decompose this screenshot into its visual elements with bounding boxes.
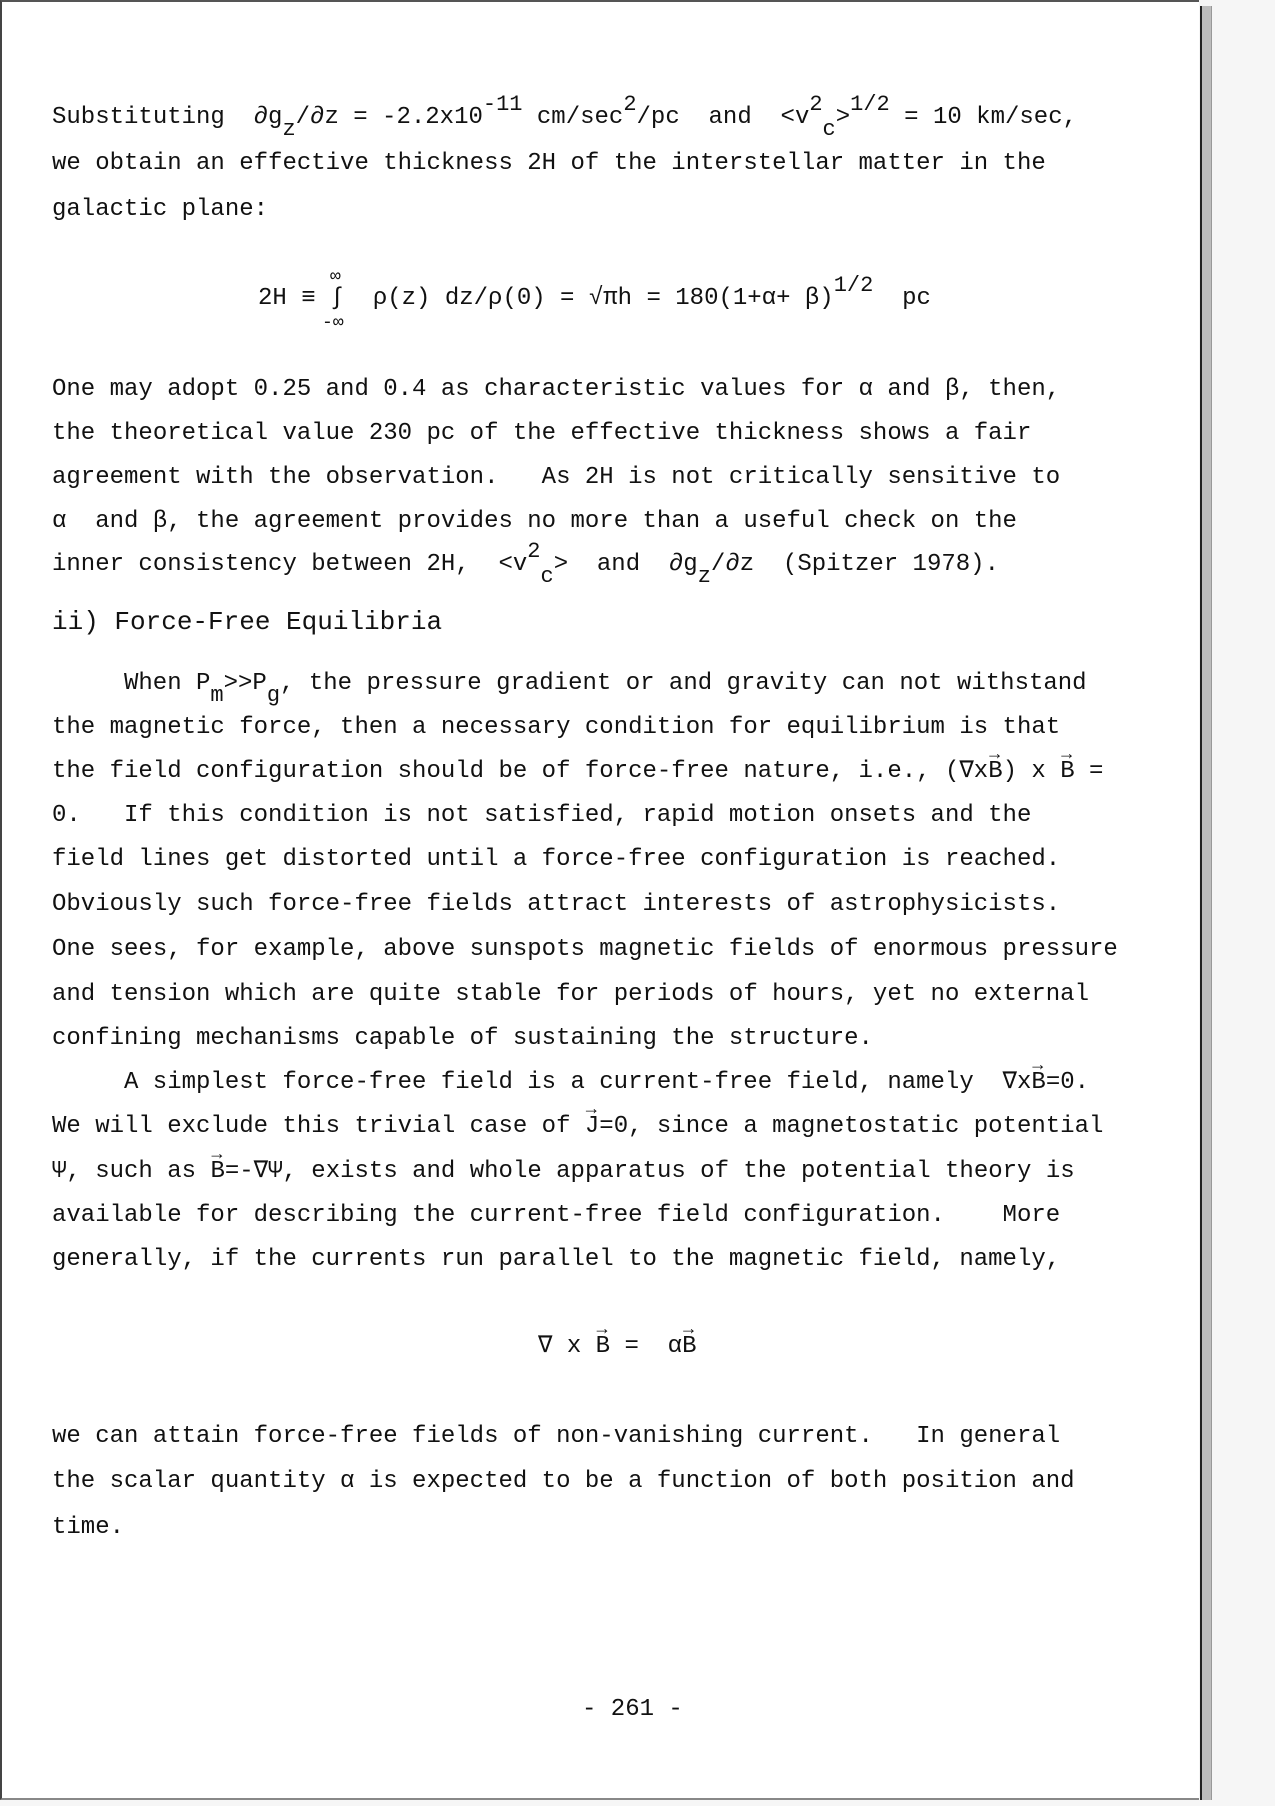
vector-symbol: → B [1031,1068,1045,1098]
text-run: >>P [223,670,267,697]
text-run: When P [124,670,211,697]
superscript: 2 [623,92,637,117]
text-run: One sees, for example, above sunspots magnetic fields of enormous pressure [52,936,1118,963]
text-run: ) x [1002,758,1061,785]
text-run: , the pressure gradient or and gravity can not withstand [280,670,1087,697]
text-run: /pc and <v [636,104,810,131]
subscript: c [822,117,836,142]
text-line [52,1201,1060,1231]
text-run: the magnetic force, then a necessary condition for equilibrium is that [52,714,1061,741]
text-line [124,1068,1089,1098]
subscript: z [697,564,711,589]
text-run: = α [610,1333,683,1360]
text-line [52,195,268,225]
text-line [52,507,1017,537]
text-line [52,935,1118,965]
text-line [52,890,1060,920]
text-line [52,1513,124,1543]
text-run: generally, if the currents run parallel to the magnetic field, namely, [52,1246,1061,1273]
text-run: Substituting ∂g [52,104,283,131]
text-run: α and β, the agreement provides no more than a useful check on the [52,508,1017,535]
subscript: m [210,683,224,708]
superscript: 2 [527,539,541,564]
vector-symbol: → B [988,757,1002,787]
text-line [52,419,1031,449]
lower-limit: -∞ [322,313,344,333]
superscript: 1/2 [850,92,890,117]
text-run: Obviously such force-free fields attract interests of astrophysicists. [52,891,1061,918]
text-run: confining mechanisms capable of sustaining the structure. [52,1025,873,1052]
text-run: /∂z (Spitzer 1978). [710,551,999,578]
text-line [52,801,1031,831]
text-line [52,980,1089,1010]
text-line [52,1245,1060,1275]
text-run: One may adopt 0.25 and 0.4 as characteristic values for α and β, then, [52,376,1061,403]
text-run: 2H ≡ [258,285,331,312]
text-line [52,539,999,589]
text-run: ∇ x [538,1333,596,1360]
upper-limit: ∞ [330,267,341,287]
text-line [52,463,1060,493]
text-line [52,1112,1103,1142]
text-run: galactic plane: [52,196,269,223]
text-run: the field configuration should be of force-free nature, i.e., (∇x [52,758,989,785]
vector-symbol: → J [585,1112,599,1142]
text-run: = 10 km/sec, [889,104,1077,131]
subscript: g [266,683,281,708]
text-run: the theoretical value 230 pc of the effective thickness shows a fair [52,420,1032,447]
text-run: =-∇Ψ, exists and whole apparatus of the potential theory is [224,1158,1075,1185]
superscript: 1/2 [833,273,874,298]
text-line [52,845,1060,875]
text-run: we can attain force-free fields of non-vanishing current. In general [52,1423,1061,1450]
integral-symbol: ∫ [330,285,345,312]
text-run: A simplest force-free field is a current-free field, namely ∇x [124,1069,1032,1096]
text-line [124,669,1087,708]
text-line [52,713,1060,743]
text-line [538,1332,696,1362]
text-run: /∂z = -2.2x10 [295,104,483,131]
vector-symbol: → B [1060,757,1074,787]
superscript: -11 [482,92,523,117]
text-run: and tension which are quite stable for periods of hours, yet no external [52,981,1089,1008]
text-run: =0. [1045,1069,1090,1096]
vector-symbol: → B [210,1157,224,1187]
text-run: inner consistency between 2H, <v [52,551,528,578]
text-line [52,757,1103,787]
text-line [52,1467,1075,1497]
text-run: the scalar quantity α is expected to be a function of both position and [52,1468,1075,1495]
text-run: =0, since a magnetostatic potential [599,1113,1104,1140]
text-run: = [1074,758,1104,785]
text-run: 0. If this condition is not satisfied, rapid motion onsets and the [52,802,1032,829]
text-run: ρ(z) dz/ρ(0) = √πh = 180(1+α+ β) [344,285,834,312]
text-run: we obtain an effective thickness 2H of the interstellar matter in the [52,150,1046,177]
vector-symbol: → B [682,1332,696,1362]
vector-symbol: → B [596,1332,610,1362]
text-line [52,1422,1060,1452]
section-heading [52,607,442,637]
page-edge-shadow [1200,6,1212,1800]
text-line [52,1024,873,1054]
text-run: field lines get distorted until a force-free configuration is reached. [52,846,1061,873]
text-run: agreement with the observation. As 2H is not critically sensitive to [52,464,1061,491]
text-run: > [835,104,851,131]
text-run: > and ∂g [553,551,698,578]
text-run: available for describing the current-free field configuration. More [52,1202,1061,1229]
subscript: z [282,117,296,142]
text-run: We will exclude this trivial case of [52,1113,585,1140]
superscript: 2 [809,92,823,117]
text-run: cm/sec [522,104,624,131]
text-run: time. [52,1514,125,1541]
page-number: - 261 - [582,1696,683,1723]
text-run: pc [873,285,931,312]
text-line [52,1157,1075,1187]
text-run: ii) Force-Free Equilibria [52,607,443,637]
text-line [52,149,1046,179]
subscript: c [540,564,554,589]
text-line [258,267,931,333]
text-line [52,375,1060,405]
integral-sign [322,267,345,333]
text-line [52,92,1077,142]
text-run: Ψ, such as [52,1158,211,1185]
